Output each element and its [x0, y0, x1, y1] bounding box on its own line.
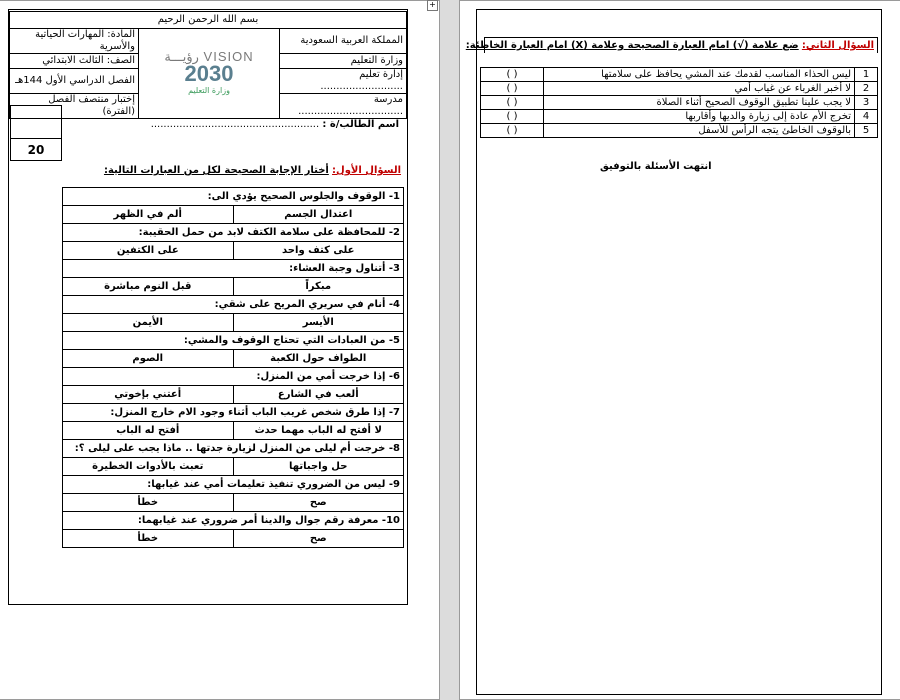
q1-option-a: اعتدال الجسم: [233, 206, 404, 224]
q1-option-a: مبكراً: [233, 278, 404, 296]
q2-statement-text: لا أخبر الغرباء عن غياب أمي: [544, 82, 855, 96]
q1-table: [62, 187, 404, 548]
q2-answer-mark: ( ): [481, 110, 544, 124]
q1-option-b: الصوم: [63, 350, 234, 368]
q1-option-a: صح: [233, 530, 404, 548]
q2-item-number: 1: [855, 68, 878, 82]
q1-question-text: 5- من العبادات التي تحتاج الوقوف والمشي:: [63, 332, 404, 350]
q1-question-row: [63, 440, 404, 458]
q1-option-a: على كتف واحد: [233, 242, 404, 260]
q2-answer-mark: ( ): [481, 124, 544, 138]
q1-option-b: قبل النوم مباشرة: [63, 278, 234, 296]
header-table: [9, 11, 407, 119]
q1-option-b: خطأ: [63, 530, 234, 548]
q1-options-row: [63, 458, 404, 476]
q1-question-row: [63, 188, 404, 206]
q2-item-number: 5: [855, 124, 878, 138]
exam-page-2: [459, 0, 900, 700]
grade-label: الصف: الثالث الابتدائي: [10, 54, 139, 69]
q1-question-text: 9- ليس من الضروري تنفيذ تعليمات أمي عند غيابها:: [63, 476, 404, 494]
q1-option-a: صح: [233, 494, 404, 512]
q1-question-row: [63, 224, 404, 242]
q1-question-text: 6- إذا خرجت أمي من المنزل:: [63, 368, 404, 386]
q1-option-a: ألعب في الشارع: [233, 386, 404, 404]
end-text: انتهت الأسئلة بالتوفيق: [600, 161, 712, 172]
q1-question-row: [63, 476, 404, 494]
kingdom-label: المملكة العربية السعودية: [280, 29, 407, 54]
q1-options-row: [63, 350, 404, 368]
q2-label: السؤال الثاني:: [801, 40, 874, 51]
q1-option-b: ألم في الظهر: [63, 206, 234, 224]
q2-statement-text: بالوقوف الخاطئ يتجه الرأس للأسفل: [544, 124, 855, 138]
q1-option-b: على الكتفين: [63, 242, 234, 260]
logo-vision-text: VISION رؤيـــة: [164, 48, 254, 64]
student-name-dots: .....................................................: [150, 119, 320, 130]
term-label: الفصل الدراسي الأول 144هـ: [10, 69, 139, 94]
q2-heading: [465, 37, 878, 53]
q2-table: [480, 67, 878, 138]
q1-options-row: [63, 242, 404, 260]
logo-year: 2030: [184, 60, 234, 86]
q1-question-text: 2- للمحافظة على سلامة الكتف لابد من حمل الحقيبة:: [63, 224, 404, 242]
q1-option-a: حل واجباتها: [233, 458, 404, 476]
q1-question-row: [63, 332, 404, 350]
q1-question-row: [63, 296, 404, 314]
q1-option-b: خطأ: [63, 494, 234, 512]
q1-question-text: 1- الوقوف والجلوس الصحيح يؤدي الى:: [63, 188, 404, 206]
q1-options-row: [63, 278, 404, 296]
vision-2030-logo: [139, 29, 280, 119]
q2-statement-row: [481, 110, 878, 124]
score-total: 20: [27, 143, 45, 157]
exam-page-1: [0, 0, 440, 700]
q2-statement-row: [481, 82, 878, 96]
q1-options-row: [63, 530, 404, 548]
basmala: بسم الله الرحمن الرحيم: [10, 12, 407, 29]
logo-ministry-text: وزارة التعليم: [188, 85, 230, 95]
q1-title: أختار الإجابة الصحيحة لكل من العبارات التالية:: [103, 165, 329, 176]
q1-question-row: [63, 260, 404, 278]
q1-question-text: 4- أنام في سريري المريح على شقي:: [63, 296, 404, 314]
q1-options-row: [63, 386, 404, 404]
student-name-label: اسم الطالب/ة :: [322, 119, 399, 130]
q1-option-b: أعتني بإخوتي: [63, 386, 234, 404]
q2-statement-row: [481, 96, 878, 110]
q1-question-text: 3- أتناول وجبة العشاء:: [63, 260, 404, 278]
q1-question-row: [63, 368, 404, 386]
q1-option-b: الأيمن: [63, 314, 234, 332]
q2-item-number: 3: [855, 96, 878, 110]
education-admin-field: إدارة تعليم ..........................: [280, 69, 407, 94]
q1-options-row: [63, 314, 404, 332]
page-corner-marker: +: [427, 0, 438, 11]
q2-statement-text: لا يجب علينا تطبيق الوقوف الصحيح أثناء الصلاة: [544, 96, 855, 110]
exam-label: إختبار منتصف الفصل (الفترة): [10, 94, 139, 119]
q1-heading: [104, 165, 401, 176]
q1-option-a: لا أفتح له الباب مهما حدث: [233, 422, 404, 440]
student-name-line: [151, 119, 399, 130]
q2-answer-mark: ( ): [481, 68, 544, 82]
q2-answer-mark: ( ): [481, 96, 544, 110]
q1-options-row: [63, 206, 404, 224]
q1-question-row: [63, 512, 404, 530]
q1-option-a: الطواف حول الكعبة: [233, 350, 404, 368]
q1-question-text: 7- إذا طرق شخص غريب الباب أثناء وجود الام خارج المنزل:: [63, 404, 404, 422]
q1-option-a: الأيسر: [233, 314, 404, 332]
school-field: مدرسة .................................: [280, 94, 407, 119]
q2-statement-row: [481, 124, 878, 138]
q1-option-b: تعبث بالأدوات الخطيرة: [63, 458, 234, 476]
q1-options-row: [63, 494, 404, 512]
q1-label: السؤال الأول:: [332, 165, 401, 176]
ministry-label: وزارة التعليم: [280, 54, 407, 69]
q2-title: ضع علامة (√) امام العبارة الصحيحة وعلامة (X) امام العبارة الخاطئة:: [465, 40, 799, 51]
q1-question-row: [63, 404, 404, 422]
q1-options-row: [63, 422, 404, 440]
q2-answer-mark: ( ): [481, 82, 544, 96]
q2-statement-text: ليس الحذاء المناسب لقدمك عند المشي يحافظ على سلامتها: [544, 68, 855, 82]
q1-option-b: أفتح له الباب: [63, 422, 234, 440]
q2-statement-row: [481, 68, 878, 82]
q1-question-text: 8- خرجت أم ليلى من المنزل لزيارة جدتها .. ماذا يجب على ليلى ؟:: [63, 440, 404, 458]
q2-statement-text: تخرج الأم عادة إلى زيارة والديها وأقاربها: [544, 110, 855, 124]
q1-question-text: 10- معرفة رقم جوال والدينا أمر ضروري عند غيابهما:: [63, 512, 404, 530]
q2-item-number: 2: [855, 82, 878, 96]
score-box: [10, 105, 62, 161]
subject-label: المادة: المهارات الحياتية والأسرية: [10, 29, 139, 54]
q2-item-number: 4: [855, 110, 878, 124]
